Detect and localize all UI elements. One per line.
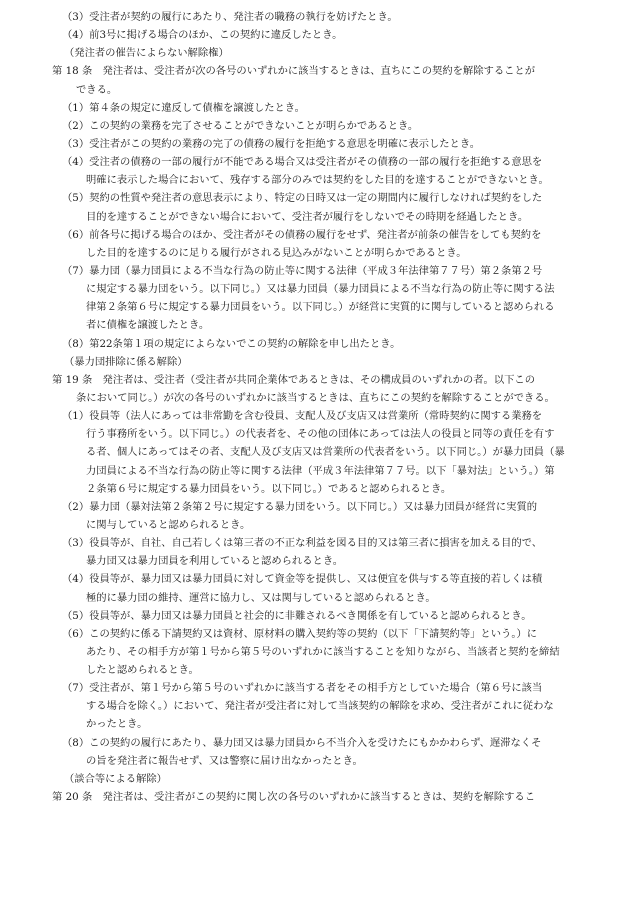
clause-item-line: （5）役員等が、暴力団又は暴力団員と社会的に非難されるべき関係を有していると認められるとき。 xyxy=(62,609,532,622)
clause-item-line: （7）受注者が、第１号から第５号のいずれかに該当する者をその相手方としていた場合（第６号に該当 xyxy=(62,682,543,695)
article-line: 第 18 条 発注者は、受注者が次の各号のいずれかに該当するときは、直ちにこの契約を解除することが xyxy=(52,65,536,78)
clause-item-line: （4）役員等が、暴力団又は暴力団員に対して資金等を提供し、又は便宜を供与する等直接的若しくは積 xyxy=(62,573,543,586)
clause-continuation-line: あたり、その相手方が第１号から第５号のいずれかに該当することを知りながら、当該者と契約を締結 xyxy=(86,645,560,658)
clause-continuation-line: した目的を達するのに足りる履行がされる見込みがないことが明らかであるとき。 xyxy=(86,246,467,259)
clause-item-line: （6）前各号に掲げる場合のほか、受注者がその債務の履行をせず、発注者が前条の催告をしても契約を xyxy=(62,228,542,241)
clause-continuation-line: したと認められるとき。 xyxy=(86,664,199,677)
clause-item-line: （2）暴力団（暴対法第２条第２号に規定する暴力団をいう。以下同じ。）又は暴力団員が経営に実質的 xyxy=(62,500,538,513)
clause-continuation-line: に規定する暴力団をいう。以下同じ。）又は暴力団員（暴力団員による不当な行為の防止等に関する法 xyxy=(86,283,555,296)
clause-item-line: （7）暴力団（暴力団員による不当な行為の防止等に関する法律（平成３年法律第７７号）第２条第２号 xyxy=(62,264,543,277)
clause-item-line: （4）前3号に掲げる場合のほか、この契約に違反したとき。 xyxy=(62,29,343,42)
clause-continuation-line: ２条第６号に規定する暴力団員をいう。以下同じ。）であると認められるとき。 xyxy=(86,482,452,495)
clause-continuation-line: 明確に表示した場合において、残存する部分のみでは契約をした目的を達することができないとき。 xyxy=(86,174,549,187)
clause-continuation-line: 暴力団又は暴力団員を利用していると認められるとき。 xyxy=(86,555,344,568)
clause-continuation-line: 目的を達することができない場合において、受注者が履行をしないでその時期を経過したとき。 xyxy=(86,210,529,223)
clause-item-line: （5）契約の性質や発注者の意思表示により、特定の日時又は一定の期間内に履行しなければ契約をした xyxy=(62,192,543,205)
document-body xyxy=(40,8,590,806)
section-heading: （暴力団排除に係る解除） xyxy=(64,355,188,368)
clause-item-line: （3）役員等が、自社、自己若しくは第三者の不正な利益を図る目的又は第三者に損害を加える目的で、 xyxy=(62,537,542,550)
clause-continuation-line: 者に債権を譲渡したとき。 xyxy=(86,319,210,332)
clause-continuation-line: 力団員による不当な行為の防止等に関する法律（平成３年法律第７７号。以下「暴対法」という。）第 xyxy=(86,464,555,477)
clause-item-line: （2）この契約の業務を完了させることができないことが明らかであるとき。 xyxy=(62,119,419,132)
clause-item-line: （1）役員等（法人にあっては非常勤を含む役員、支配人及び支店又は営業所（常時契約に関する業務を xyxy=(62,410,543,423)
section-heading: （談合等による解除） xyxy=(64,772,167,785)
clause-item-line: （6）この契約に係る下請契約又は資材、原材料の購入契約等の契約（以下「下請契約等」という。）に xyxy=(62,627,538,640)
clause-continuation-line: 律第２条第６号に規定する暴力団員をいう。以下同じ。）が経営に実質的に関与していると認められる xyxy=(86,301,555,314)
article-continuation-line: 条において同じ。）が次の各号のいずれかに該当するときは、直ちにこの契約を解除することができる。 xyxy=(76,391,555,404)
clause-continuation-line: 極的に暴力団の維持、運営に協力し、又は関与していると認められるとき。 xyxy=(86,591,436,604)
clause-continuation-line: する場合を除く。）において、発注者が受注者に対して当該契約の解除を求め、受注者がこれに従わな xyxy=(86,700,554,713)
clause-continuation-line: の旨を発注者に報告せず、又は警察に届け出なかったとき。 xyxy=(86,754,363,767)
article-line: 第 19 条 発注者は、受注者（受注者が共同企業体であるときは、その構成員のいずれかの者。以下この xyxy=(52,373,536,386)
clause-continuation-line: に関与していると認められるとき。 xyxy=(86,518,251,531)
clause-item-line: （1）第４条の規定に違反して債権を譲渡したとき。 xyxy=(62,101,305,114)
section-heading: （発注者の催告によらない解除権） xyxy=(64,47,229,60)
clause-continuation-line: る者、個人にあってはその者、支配人及び支店又は営業所の代表者をいう。以下同じ。）が暴力団員（暴 xyxy=(86,446,565,459)
article-line: 第 20 条 発注者は、受注者がこの契約に関し次の各号のいずれかに該当するときは、契約を解除するこ xyxy=(52,791,536,804)
clause-item-line: （3）受注者がこの契約の業務の完了の債務の履行を拒絶する意思を明確に表示したとき。 xyxy=(62,137,481,150)
clause-item-line: （3）受注者が契約の履行にあたり、発注者の職務の執行を妨げたとき。 xyxy=(62,11,398,23)
clause-continuation-line: かったとき。 xyxy=(86,718,148,731)
clause-item-line: （4）受注者の債務の一部の履行が不能である場合又は受注者がその債務の一部の履行を拒絶する意思を xyxy=(62,156,543,169)
clause-item-line: （8）第22条第１項の規定によらないでこの契約の解除を申し出たとき。 xyxy=(62,337,401,350)
clause-item-line: （8）この契約の履行にあたり、暴力団又は暴力団員から不当介入を受けたにもかかわらず、遅滞なくそ xyxy=(62,736,542,749)
clause-continuation-line: 行う事務所をいう。以下同じ。）の代表者を、その他の団体にあっては法人の役員と同等の責任を有す xyxy=(86,428,555,441)
article-continuation-line: できる。 xyxy=(76,83,118,96)
